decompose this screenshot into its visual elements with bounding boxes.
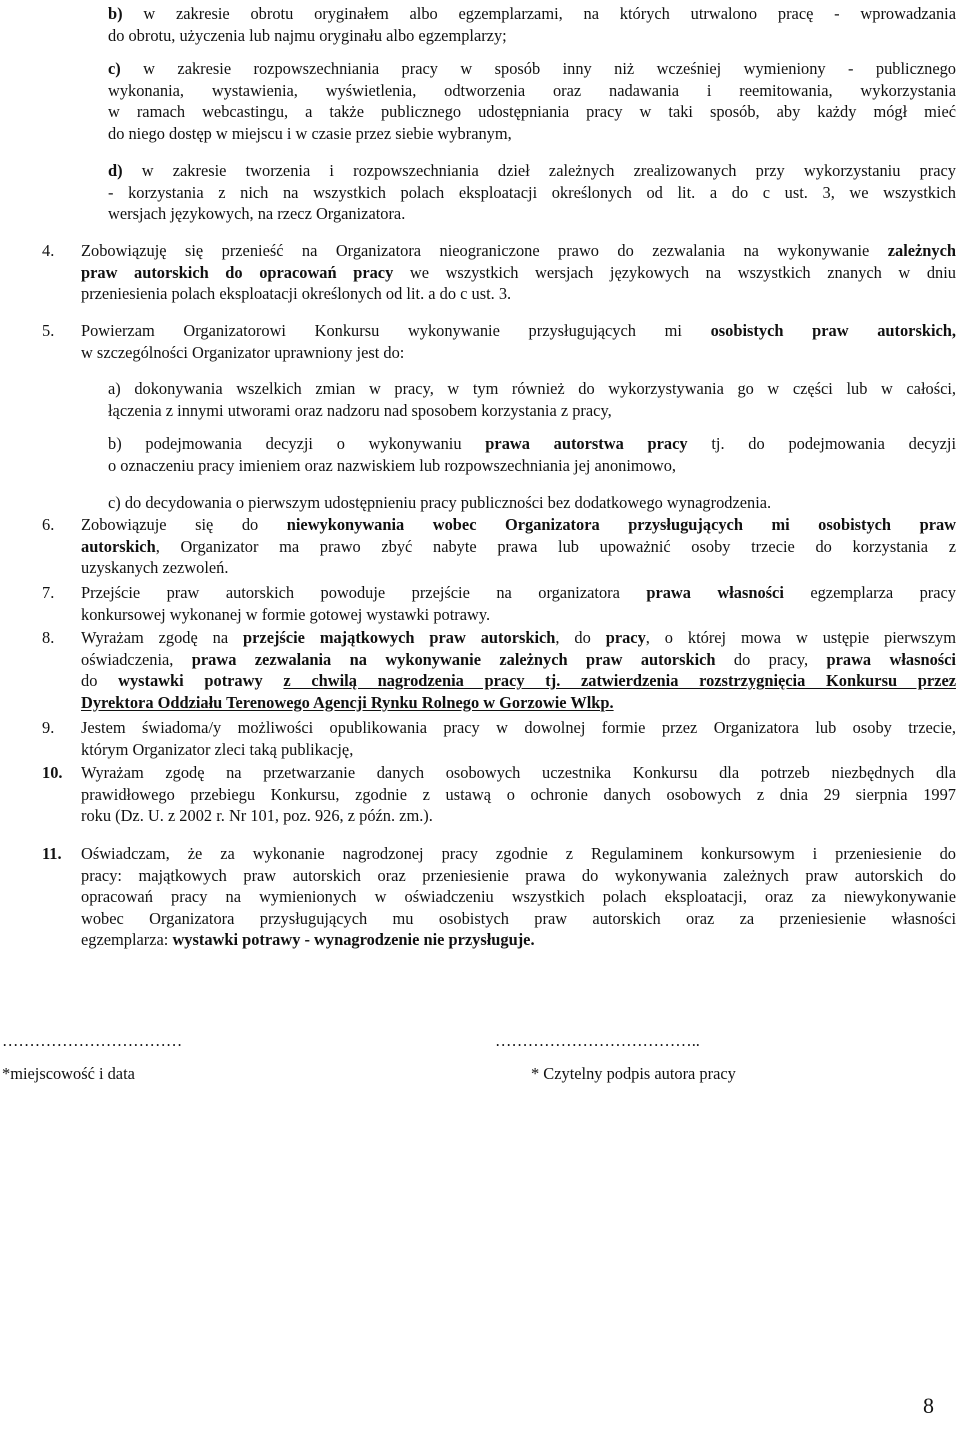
clause-c-label: c) xyxy=(108,59,121,78)
paragraph-5-number: 5. xyxy=(42,321,55,340)
place-date-dotted-line: …………………………… xyxy=(2,1031,183,1050)
paragraph-11-number: 11. xyxy=(42,844,62,863)
page-number: 8 xyxy=(923,1393,934,1418)
clause-b-label: b) xyxy=(108,4,123,23)
paragraph-9: Jestem świadoma/y możliwości opublikowania pracy w dowolnej formie przez Organizatora lub osoby trzecie, którym Organizator zleci taką publikację, xyxy=(81,718,956,759)
signature-label: * Czytelny podpis autora pracy xyxy=(531,1064,736,1083)
paragraph-5-item-c: c) do decydowania o pierwszym udostępnieniu pracy publiczności bez dodatkowego wynagrodzenia. xyxy=(108,493,772,512)
paragraph-5-item-a: a) dokonywania wszelkich zmian w pracy, w tym również do wykorzystywania go w części lub w całości, łączenia z innymi utworami oraz nadzoru nad sposobem korzystania z pracy, xyxy=(108,379,956,420)
paragraph-4-number: 4. xyxy=(42,241,55,260)
clause-d: d) w zakresie tworzenia i rozpowszechniania dzieł zależnych zrealizowanych przy wykorzystaniu pracy - korzystania z nich na wszystkich polach eksploatacji określonych od lit. a do c ust. 3, we wszystkich wersjach językowych, na rzecz Organizatora. xyxy=(108,161,956,223)
paragraph-7: Przejście praw autorskich powoduje przejście na organizatora prawa własności egzemplarza pracy konkursowej wykonanej w formie gotowej wystawki potrawy. xyxy=(81,583,956,624)
paragraph-6: Zobowiązuje się do niewykonywania wobec Organizatora przysługujących mi osobistych praw autorskich, Organizator ma prawo zbyć nabyte prawa lub upoważnić osoby trzecie do korzystania z uzyskanych zezwoleń. xyxy=(81,515,956,577)
clause-d-label: d) xyxy=(108,161,123,180)
paragraph-5: Powierzam Organizatorowi Konkursu wykonywanie przysługujących mi osobistych praw autorskich, w szczególności Organizator uprawniony jest do: xyxy=(81,321,956,362)
clause-b: b) w zakresie obrotu oryginałem albo egzemplarzami, na których utrwalono pracę - wprowadzania do obrotu, użyczenia lub najmu oryginału albo egzemplarzy; xyxy=(108,4,956,45)
paragraph-8: Wyrażam zgodę na przejście majątkowych praw autorskich, do pracy, o której mowa w ustępie pierwszym oświadczenia, prawa zezwalania na wykonywanie zależnych praw autorskich do pracy, prawa własności do wystawki potrawy z chwilą nagrodzenia pracy tj. zatwierdzenia rozstrzygnięcia Konkursu przez Dyrektora Oddziału Terenowego Agencji Rynku Rolnego w Gorzowie Wlkp. xyxy=(81,628,956,712)
paragraph-4: Zobowiązuję się przenieść na Organizatora nieograniczone prawo do zezwalania na wykonywanie zależnych praw autorskich do opracowań pracy we wszystkich wersjach językowych na wszystkich znanych w dniu przeniesienia polach eksploatacji określonych od lit. a do c ust. 3. xyxy=(81,241,956,303)
clause-c: c) w zakresie rozpowszechniania pracy w sposób inny niż wcześniej wymieniony - publicznego wykonania, wystawienia, wyświetlenia, odtworzenia oraz nadawania i reemitowania, wykorzystania w ramach webcastingu, a także publicznego udostępniania pracy w taki sposób, aby każdy mógł mieć do niego dostęp w miejscu i w czasie przez siebie wybranym, xyxy=(108,59,956,143)
place-date-label: *miejscowość i data xyxy=(2,1064,135,1083)
paragraph-6-number: 6. xyxy=(42,515,55,534)
paragraph-9-number: 9. xyxy=(42,718,55,737)
paragraph-8-number: 8. xyxy=(42,628,55,647)
signature-dotted-line: ……………………………….. xyxy=(495,1031,700,1050)
paragraph-10-number: 10. xyxy=(42,763,63,782)
paragraph-11: Oświadczam, że za wykonanie nagrodzonej pracy zgodnie z Regulaminem konkursowym i przeniesienie do pracy: majątkowych praw autorskich oraz przeniesienie prawa do wykonywania zależnych praw autorskich do opracowań pracy na wymienionych w oświadczeniu wszystkich polach eksploatacji, oraz za niewykonywanie wobec Organizatora przysługujących mu osobistych praw autorskich oraz za przeniesienie własności egzemplarza: wystawki potrawy - wynagrodzenie nie przysługuje. xyxy=(81,844,956,949)
paragraph-5-item-b: b) podejmowania decyzji o wykonywaniu prawa autorstwa pracy tj. do podejmowania decyzji o oznaczeniu pracy imieniem oraz nazwiskiem lub rozpowszechniania jej anonimowo, xyxy=(108,434,957,475)
paragraph-7-number: 7. xyxy=(42,583,55,602)
paragraph-10: Wyrażam zgodę na przetwarzanie danych osobowych uczestnika Konkursu dla potrzeb niezbędnych dla prawidłowego przebiegu Konkursu, zgodnie z ustawą o ochronie danych osobowych z dnia 29 sierpnia 1997 roku (Dz. U. z 2002 r. Nr 101, poz. 926, z późn. zm.). xyxy=(81,763,956,825)
